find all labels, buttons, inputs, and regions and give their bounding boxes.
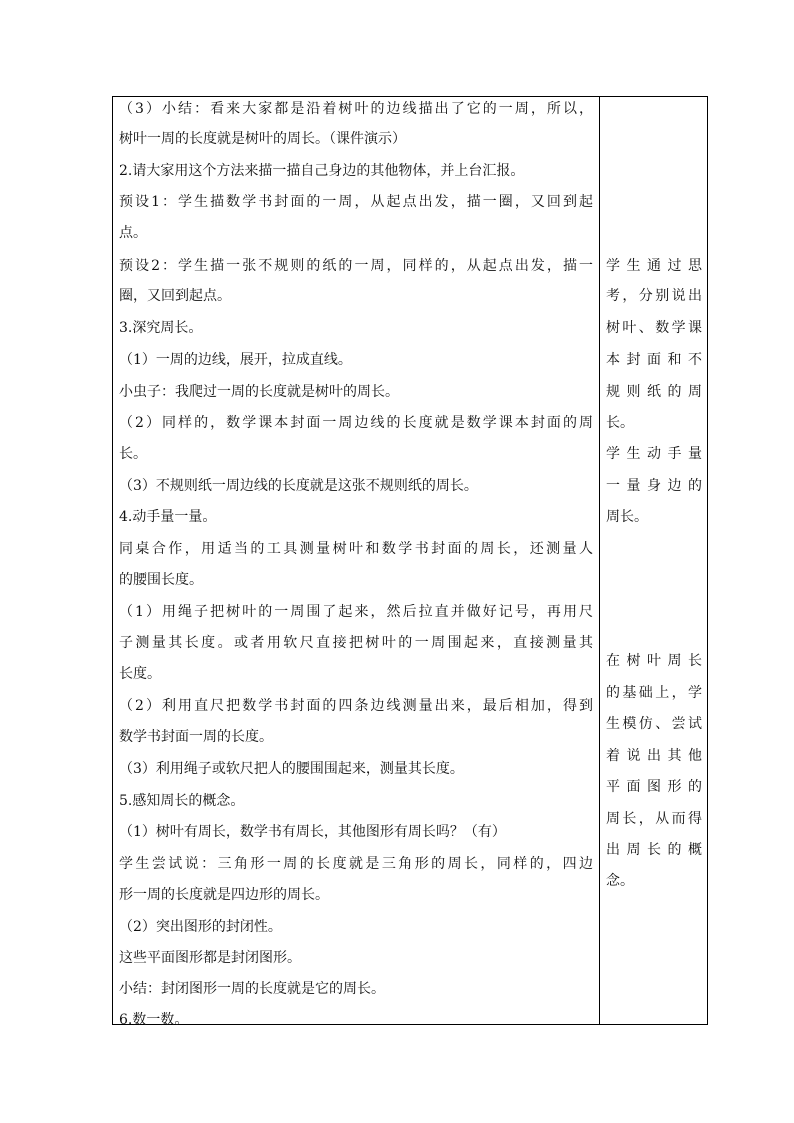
text-line: （2）同样的，数学课本封面一周边线的长度就是数学课本封面的周 xyxy=(119,415,593,431)
text-line: 学生尝试说：三角形一周的长度就是三角形的周长，同样的，四边 xyxy=(119,856,593,872)
text-line: （1）用绳子把树叶的一周围了起来，然后拉直并做好记号，再用尺 xyxy=(119,604,593,620)
text-line: （1）一周的边线，展开，拉成直线。 xyxy=(119,352,352,368)
side-text-line: 的基础上，学 xyxy=(606,685,702,701)
side-text-line: 生模仿、尝试 xyxy=(606,716,702,732)
text-line: 这些平面图形都是封闭图形。 xyxy=(119,950,301,966)
side-text-line: 着说出其他 xyxy=(606,748,702,764)
side-text-line: 树叶、数学课 xyxy=(606,320,702,336)
text-line: （1）树叶有周长，数学书有周长，其他图形有周长吗？（有） xyxy=(119,824,506,840)
text-line: 6.数一数。 xyxy=(119,1012,189,1028)
side-text-line: 长。 xyxy=(606,415,634,431)
text-line: 长。 xyxy=(119,446,147,462)
text-line: （2）利用直尺把数学书封面的四条边线测量出来，最后相加，得到 xyxy=(119,698,593,714)
text-line: 同桌合作，用适当的工具测量树叶和数学书封面的周长，还测量人 xyxy=(119,541,593,557)
text-line: 预设2：学生描一张不规则的纸的一周，同样的，从起点出发，描一 xyxy=(119,258,593,274)
side-text-line: 学生动手量 xyxy=(606,446,702,462)
text-line: （3）小结：看来大家都是沿着树叶的边线描出了它的一周，所以， xyxy=(119,101,593,117)
text-line: （3）不规则纸一周边线的长度就是这张不规则纸的周长。 xyxy=(119,478,478,494)
side-text-line: 本封面和不 xyxy=(606,352,702,368)
text-line: 2.请大家用这个方法来描一描自己身边的其他物体，并上台汇报。 xyxy=(119,163,525,179)
design-intent-cell xyxy=(600,97,708,1024)
side-text-line: 规则纸的周 xyxy=(606,384,702,400)
text-line: 子测量其长度。或者用软尺直接把树叶的一周围起来，直接测量其 xyxy=(119,635,593,651)
side-text-line: 学生通过思 xyxy=(606,258,702,274)
text-line: （2）突出图形的封闭性。 xyxy=(119,919,282,935)
side-text-line: 平面图形的 xyxy=(606,779,702,795)
text-line: 长度。 xyxy=(119,666,161,682)
lesson-plan-table xyxy=(112,96,708,1028)
side-text-line: 周长，从而得 xyxy=(606,811,702,827)
side-text-line: 考，分别说出 xyxy=(606,288,702,304)
side-text-line: 出周长的概 xyxy=(606,842,702,858)
text-line: 树叶一周的长度就是树叶的周长。（课件演示） xyxy=(119,131,406,147)
text-line: （3）利用绳子或软尺把人的腰围围起来，测量其长度。 xyxy=(119,761,464,777)
text-line: 4.动手量一量。 xyxy=(119,509,217,525)
text-line: 数学书封面一周的长度。 xyxy=(119,729,273,745)
text-line: 圈，又回到起点。 xyxy=(119,288,231,304)
text-line: 形一周的长度就是四边形的周长。 xyxy=(119,887,329,903)
side-text-line: 在树叶周长 xyxy=(606,653,702,669)
side-text-line: 周长。 xyxy=(606,509,648,525)
side-text-line: 念。 xyxy=(606,873,634,889)
text-line: 小虫子：我爬过一周的长度就是树叶的周长。 xyxy=(119,384,399,400)
text-line: 点。 xyxy=(119,225,147,241)
text-line: 5.感知周长的概念。 xyxy=(119,793,245,809)
text-line: 预设1：学生描数学书封面的一周，从起点出发，描一圈，又回到起 xyxy=(119,194,593,210)
text-line: 的腰围长度。 xyxy=(119,572,203,588)
text-line: 3.深究周长。 xyxy=(119,320,203,336)
side-text-line: 一量身边的 xyxy=(606,478,702,494)
text-line: 小结：封闭图形一周的长度就是它的周长。 xyxy=(119,981,385,997)
teaching-process-cell xyxy=(113,97,599,1028)
